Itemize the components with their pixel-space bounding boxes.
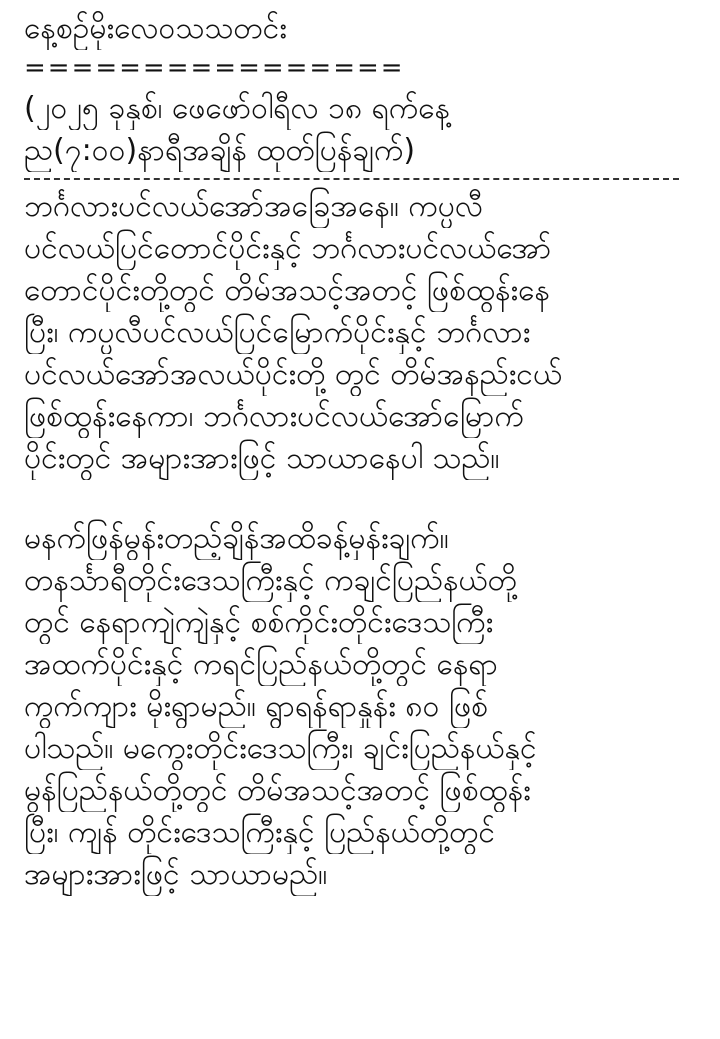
issue-date-block bbox=[24, 88, 704, 172]
document-title: နေ့စဉ်မိုးလေဝသသတင်း bbox=[24, 11, 287, 46]
paragraph-line: ပြီး၊ ကျန် တိုင်းဒေသကြီးနှင့် ပြည်နယ်တို့တွင် bbox=[24, 815, 495, 850]
paragraph-line: ပိုင်းတွင် အများအားဖြင့် သာယာနေပါ သည်။ bbox=[24, 441, 500, 476]
paragraph-line: အများအားဖြင့် သာယာမည်။ bbox=[24, 857, 328, 892]
paragraph-line: ပါသည်။ မကွေးတိုင်းဒေသကြီး၊ ချင်းပြည်နယ်နှင့် bbox=[24, 731, 537, 766]
paragraph-line: ပြီး၊ ကပ္ပလီပင်လယ်ပြင်မြောက်ပိုင်းနှင့် ဘင်္ဂလား bbox=[24, 315, 531, 350]
paragraph-line: တနင်္သာရီတိုင်းဒေသကြီးနှင့် ကချင်ပြည်နယ်တို့ bbox=[24, 563, 517, 598]
paragraph-line: အထက်ပိုင်းနှင့် ကရင်ပြည်နယ်တို့တွင် နေရာ bbox=[24, 647, 498, 682]
date-line: (၂၀၂၅ ခုနှစ်၊ ဖေဖော်ဝါရီလ ၁၈ ရက်နေ့ bbox=[24, 91, 451, 126]
forecast-paragraph bbox=[24, 518, 704, 896]
forecast-document bbox=[24, 6, 704, 896]
bay-of-bengal-paragraph bbox=[24, 186, 704, 480]
paragraph-line: မနက်ဖြန်မွန်းတည့်ချိန်အထိခန့်မှန်းချက်။ bbox=[24, 521, 449, 556]
paragraph-line: ပင်လယ်အော်အလယ်ပိုင်းတို့ တွင် တိမ်အနည်းငယ် bbox=[24, 357, 563, 392]
paragraph-line: ကွက်ကျား မိုးရွာမည်။ ရွာရန်ရာနှုန်း ၈၀ ဖြစ် bbox=[24, 689, 489, 724]
title-underline-rule: ================ bbox=[24, 53, 405, 83]
dashed-divider bbox=[24, 178, 679, 180]
date-line: ည(၇:၀၀)နာရီအချိန် ထုတ်ပြန်ချက်) bbox=[24, 133, 416, 168]
paragraph-line: တွင် နေရာကျဲကျဲနှင့် စစ်ကိုင်းတိုင်းဒေသကြီး bbox=[24, 605, 494, 640]
paragraph-line: ဘင်္ဂလားပင်လယ်အော်အခြေအနေ။ ကပ္ပလီ bbox=[24, 189, 483, 224]
paragraph-line: တောင်ပိုင်းတို့တွင် တိမ်အသင့်အတင့် ဖြစ်ထွန်းနေ bbox=[24, 273, 550, 308]
paragraph-line: မွန်ပြည်နယ်တို့တွင် တိမ်အသင့်အတင့် ဖြစ်ထွန်း bbox=[24, 773, 531, 808]
paragraph-line: ပင်လယ်ပြင်တောင်ပိုင်းနှင့် ဘင်္ဂလားပင်လယ်အော် bbox=[24, 231, 552, 266]
paragraph-gap bbox=[24, 480, 704, 518]
paragraph-line: ဖြစ်ထွန်းနေကာ၊ ဘင်္ဂလားပင်လယ်အော်မြောက် bbox=[24, 399, 524, 434]
